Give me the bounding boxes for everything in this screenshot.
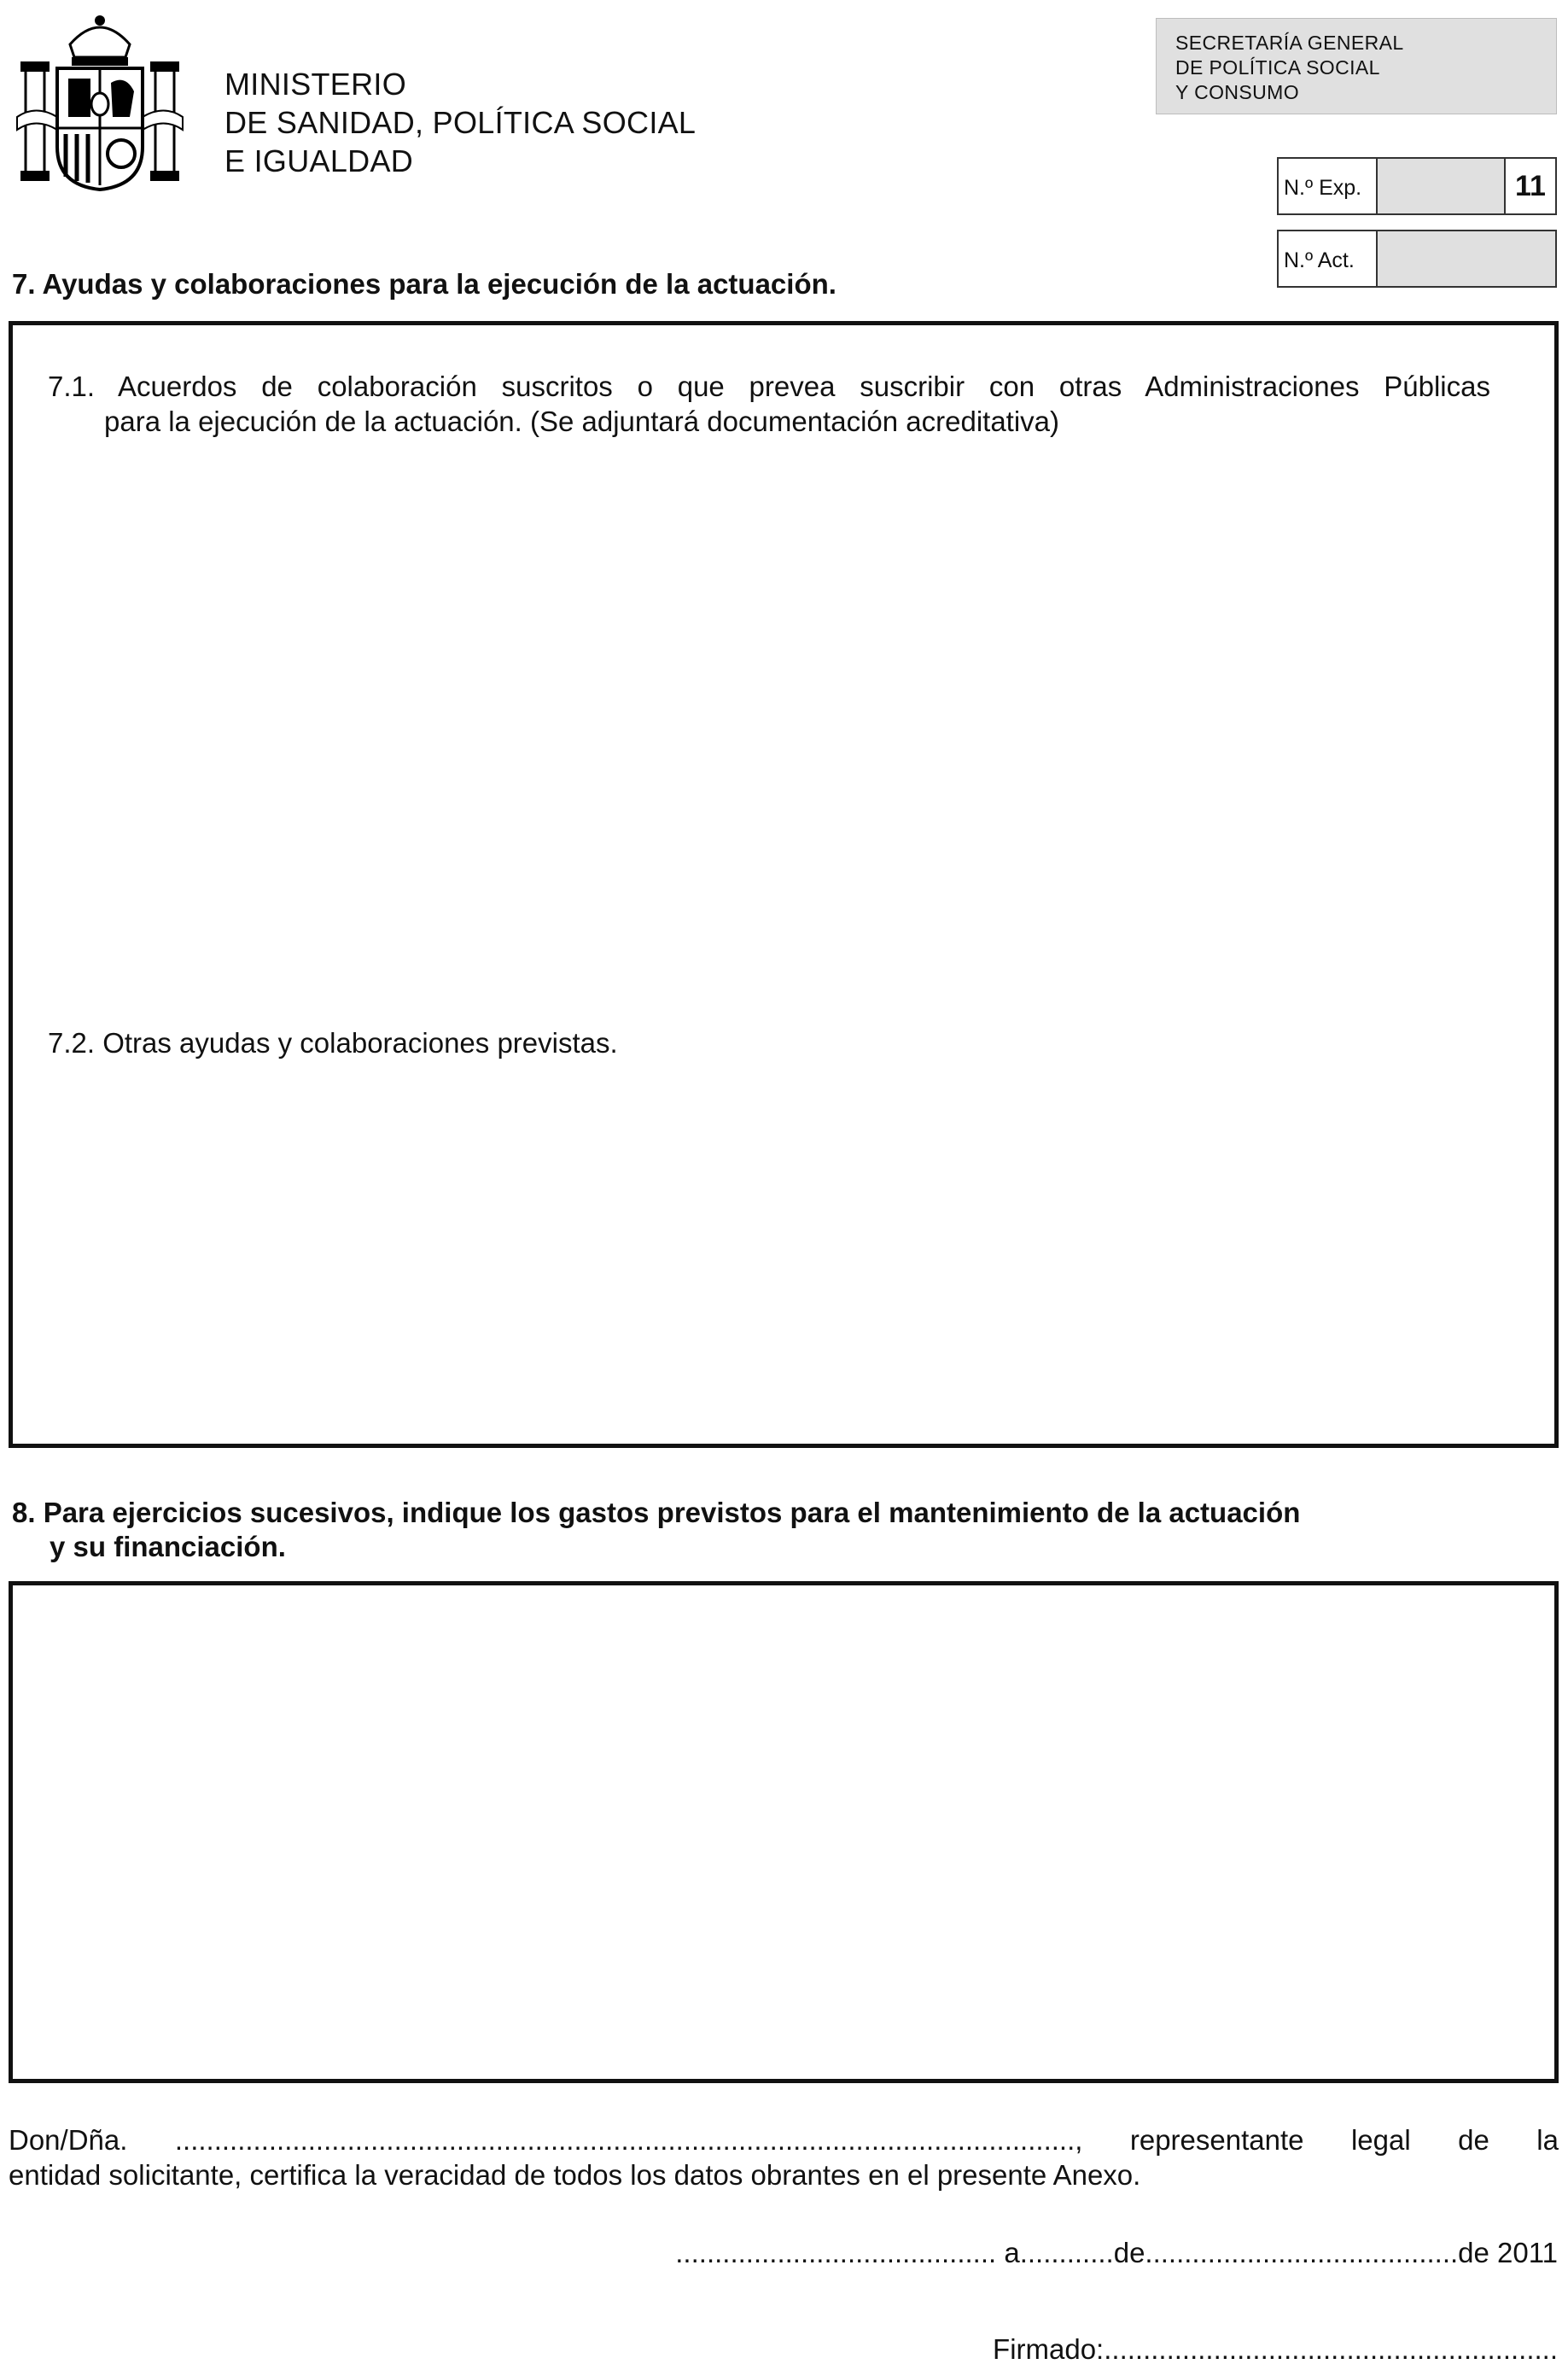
- section-8-text-box[interactable]: [9, 1581, 1559, 2083]
- secretaria-box: [1156, 18, 1557, 114]
- coat-of-arms-emblem: [10, 10, 189, 194]
- exp-number-field: [1277, 157, 1557, 215]
- ministry-line-2: DE SANIDAD, POLÍTICA SOCIAL: [224, 105, 697, 140]
- section-8-heading-line-2: y su financiación.: [50, 1531, 286, 1562]
- act-value-input[interactable]: [1378, 231, 1555, 286]
- secretaria-line-3: Y CONSUMO: [1175, 81, 1300, 103]
- ministry-line-3: E IGUALDAD: [224, 143, 414, 178]
- certification-line-2: entidad solicitante, certifica la veracidad de todos los datos obrantes en el presente Anexo.: [9, 2159, 1141, 2191]
- act-label: N.º Act.: [1279, 231, 1378, 286]
- ministry-name: [224, 65, 696, 180]
- exp-value-input[interactable]: [1378, 159, 1504, 213]
- secretaria-line-1: SECRETARÍA GENERAL: [1175, 32, 1404, 54]
- certification-line-1: Don/Dña. ..................................................................................................................., representante legal de la: [9, 2124, 1559, 2156]
- date-place-line: ......................................... a............de........................................de 2011: [675, 2237, 1558, 2268]
- section-8-heading-line-1: 8. Para ejercicios sucesivos, indique los gastos previstos para el mantenimiento de la actuación: [12, 1497, 1301, 1528]
- exp-label: N.º Exp.: [1279, 159, 1378, 213]
- section-7-heading: 7. Ayudas y colaboraciones para la ejecución de la actuación.: [12, 268, 836, 300]
- act-number-field: [1277, 230, 1557, 288]
- signature-line: Firmado:..........................................................: [993, 2333, 1558, 2365]
- item-7-1-line-2: para la ejecución de la actuación. (Se adjuntará documentación acreditativa): [104, 406, 1060, 437]
- item-7-1-line-1: 7.1. Acuerdos de colaboración suscritos o que prevea suscribir con otras Administraciones Públicas: [48, 371, 1490, 402]
- ministry-line-1: MINISTERIO: [224, 67, 407, 102]
- page-number: 11: [1504, 159, 1555, 213]
- item-7-2-label: 7.2. Otras ayudas y colaboraciones previstas.: [48, 1027, 618, 1059]
- secretaria-line-2: DE POLÍTICA SOCIAL: [1175, 56, 1380, 79]
- section-7-text-box[interactable]: [9, 321, 1559, 1448]
